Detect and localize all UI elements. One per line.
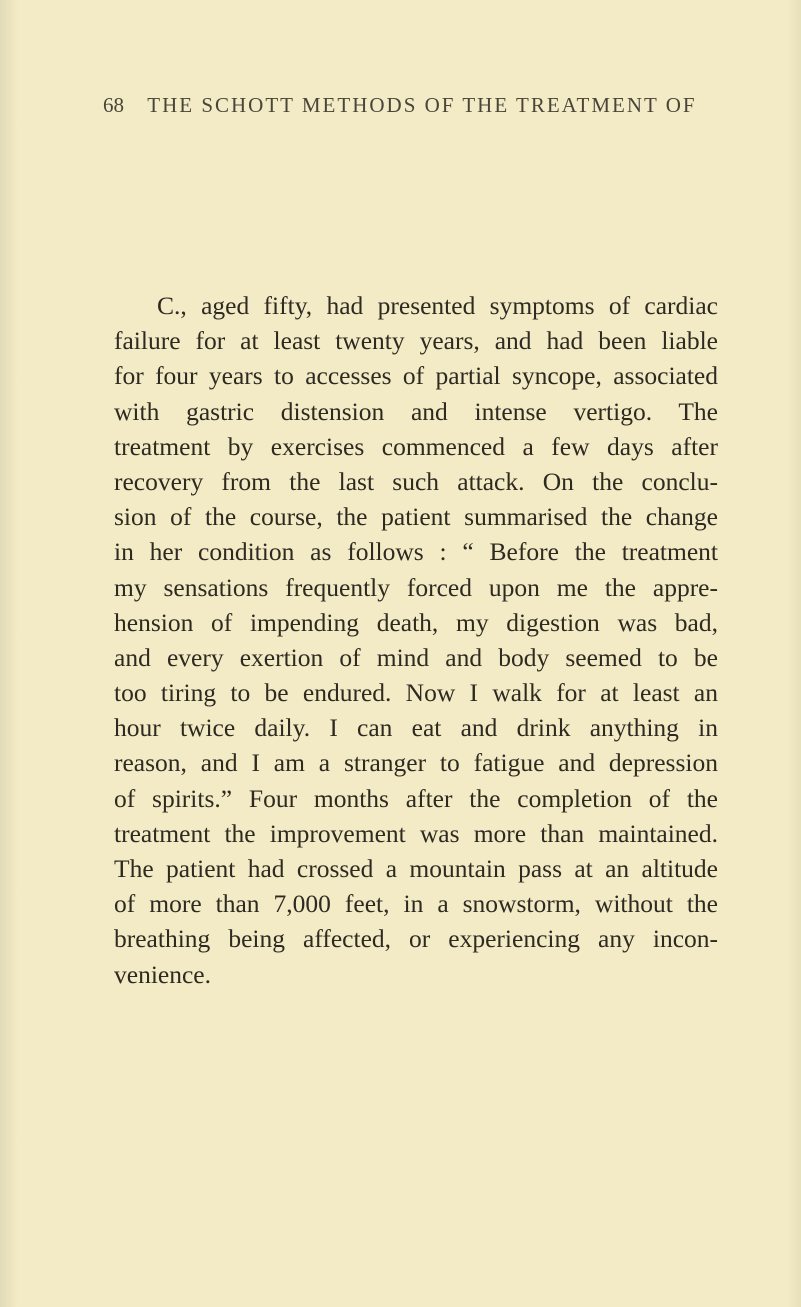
text-line: of more than 7,000 feet, in a snowstorm, without the [114,889,718,919]
text-line: treatment the improvement was more than maintained. [114,818,718,848]
running-head [103,93,723,118]
text-line: failure for at least twenty years, and had been liable [114,326,718,356]
text-line: hour twice daily. I can eat and drink anything in [114,713,718,743]
running-title: THE SCHOTT METHODS OF THE TREATMENT OF [147,93,697,117]
text-line: my sensations frequently forced upon me the appre- [114,572,718,602]
text-line: with gastric distension and intense vertigo. The [114,396,718,426]
text-line: hension of impending death, my digestion was bad, [114,607,718,637]
text-line: and every exertion of mind and body seemed to be [114,642,718,672]
text-line: in her condition as follows : “ Before the treatment [114,537,718,567]
text-line: The patient had crossed a mountain pass at an altitude [114,854,718,883]
text-line: for four years to accesses of partial syncope, associated [114,361,718,391]
text-line: recovery from the last such attack. On the conclu- [114,466,718,496]
text-line: C., aged fifty, had presented symptoms of cardiac [157,291,718,320]
paragraph [114,288,718,992]
text-line: treatment by exercises commenced a few days after [114,431,718,461]
text-line: reason, and I am a stranger to fatigue and depression [114,748,718,778]
text-line: breathing being affected, or experiencing any incon- [114,924,718,954]
text-line: sion of the course, the patient summarised the change [114,502,718,532]
text-line: of spirits.” Four months after the completion of the [114,783,718,813]
page-number: 68 [103,93,124,117]
text-line: too tiring to be endured. Now I walk for at least an [114,678,718,708]
text-line: venience. [114,959,211,989]
